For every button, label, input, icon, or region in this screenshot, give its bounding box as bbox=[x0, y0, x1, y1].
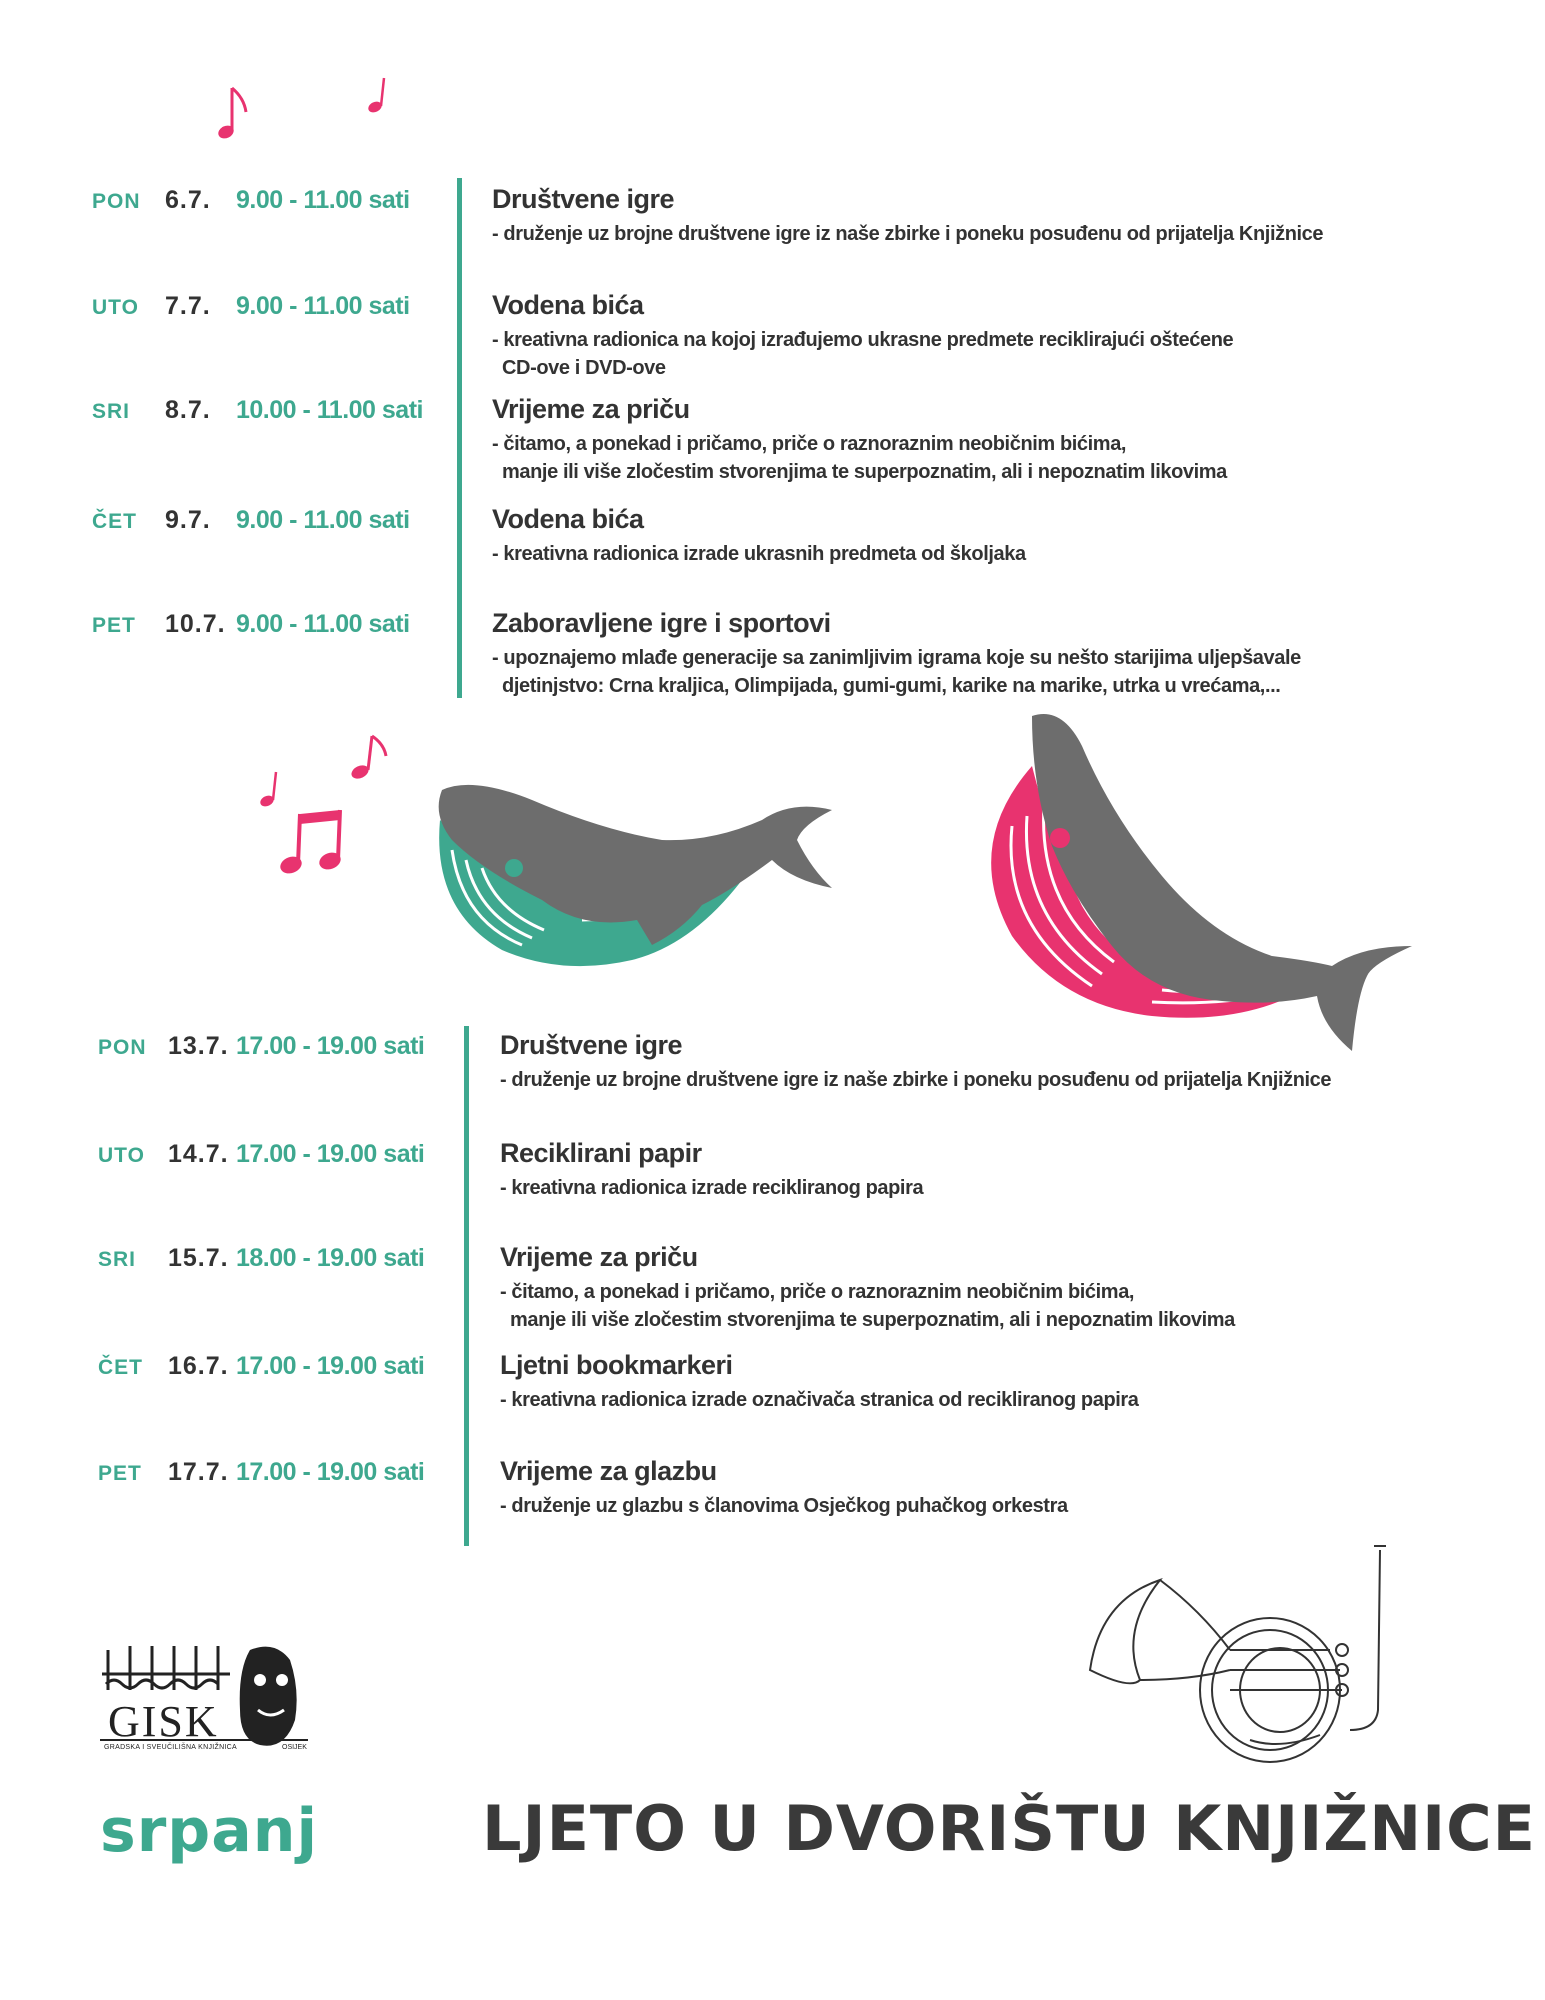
event-description: - kreativna radionica izrade ukrasnih predmeta od školjaka bbox=[492, 543, 1026, 565]
event-title: Reciklirani papir bbox=[500, 1138, 702, 1168]
event-date: 10.7. bbox=[165, 610, 226, 638]
event-day: PET bbox=[98, 1462, 142, 1485]
event-time: 9.00 - 11.00 sati bbox=[236, 186, 410, 214]
event-date: 14.7. bbox=[168, 1140, 229, 1168]
music-note-icon bbox=[218, 86, 258, 146]
french-horn-icon bbox=[1080, 1540, 1420, 1770]
event-title: Zaboravljene igre i sportovi bbox=[492, 608, 831, 638]
music-note-icon bbox=[364, 76, 394, 116]
page-headline: LJETO U DVORIŠTU KNJIŽNICE bbox=[482, 1792, 1537, 1865]
music-note-icon bbox=[344, 732, 394, 782]
event-day: UTO bbox=[92, 296, 139, 319]
event-title: Društvene igre bbox=[492, 184, 675, 214]
music-note-icon bbox=[278, 804, 358, 876]
event-title: Vodena bića bbox=[492, 504, 644, 534]
event-description: manje ili više zločestim stvorenjima te superpoznatim, ali i nepoznatim likovima bbox=[502, 461, 1227, 483]
event-date: 8.7. bbox=[165, 396, 211, 424]
event-day: SRI bbox=[98, 1248, 137, 1271]
week1-divider bbox=[457, 178, 462, 698]
whale-icon bbox=[972, 706, 1422, 1066]
event-description: - kreativna radionica izrade označivača stranica od recikliranog papira bbox=[500, 1389, 1139, 1411]
week2-divider bbox=[464, 1026, 469, 1546]
event-time: 9.00 - 11.00 sati bbox=[236, 610, 410, 638]
event-title: Ljetni bookmarkeri bbox=[500, 1350, 733, 1380]
event-title: Vrijeme za priču bbox=[500, 1242, 698, 1272]
event-description: - druženje uz brojne društvene igre iz naše zbirke i poneku posuđenu od prijatelja Knjižnice bbox=[500, 1069, 1332, 1091]
event-date: 13.7. bbox=[168, 1032, 229, 1060]
event-time: 17.00 - 19.00 sati bbox=[236, 1032, 425, 1060]
event-description: - druženje uz glazbu s članovima Osječkog puhačkog orkestra bbox=[500, 1495, 1068, 1517]
event-date: 16.7. bbox=[168, 1352, 229, 1380]
event-description: - upoznajemo mlađe generacije sa zanimljivim igrama koje su nešto starijima uljepšavale bbox=[492, 647, 1301, 669]
event-day: UTO bbox=[98, 1144, 145, 1167]
logo-subtitle: GRADSKA I SVEUČILIŠNA KNJIŽNICA bbox=[104, 1744, 237, 1751]
event-time: 9.00 - 11.00 sati bbox=[236, 506, 410, 534]
event-description: - kreativna radionica izrade recikliranog papira bbox=[500, 1177, 924, 1199]
event-date: 15.7. bbox=[168, 1244, 229, 1272]
event-date: 7.7. bbox=[165, 292, 211, 320]
event-description: manje ili više zločestim stvorenjima te superpoznatim, ali i nepoznatim likovima bbox=[510, 1309, 1235, 1331]
event-day: ČET bbox=[98, 1356, 143, 1379]
event-day: SRI bbox=[92, 400, 131, 423]
event-description: - druženje uz brojne društvene igre iz naše zbirke i poneku posuđenu od prijatelja Knjižnice bbox=[492, 223, 1324, 245]
event-date: 17.7. bbox=[168, 1458, 229, 1486]
logo-city: OSIJEK bbox=[282, 1744, 307, 1751]
event-day: ČET bbox=[92, 510, 137, 533]
event-date: 9.7. bbox=[165, 506, 211, 534]
event-description: - kreativna radionica na kojoj izrađujemo ukrasne predmete reciklirajući oštećene bbox=[492, 329, 1234, 351]
event-time: 10.00 - 11.00 sati bbox=[236, 396, 423, 424]
event-title: Vodena bića bbox=[492, 290, 644, 320]
event-description: - čitamo, a ponekad i pričamo, priče o raznoraznim neobičnim bićima, bbox=[500, 1281, 1135, 1303]
month-label: srpanj bbox=[100, 1796, 319, 1866]
event-title: Vrijeme za priču bbox=[492, 394, 690, 424]
event-title: Društvene igre bbox=[500, 1030, 683, 1060]
event-day: PON bbox=[98, 1036, 147, 1059]
event-time: 18.00 - 19.00 sati bbox=[236, 1244, 425, 1272]
event-time: 17.00 - 19.00 sati bbox=[236, 1458, 425, 1486]
event-title: Vrijeme za glazbu bbox=[500, 1456, 717, 1486]
event-description: CD-ove i DVD-ove bbox=[502, 357, 666, 379]
event-date: 6.7. bbox=[165, 186, 211, 214]
event-description: - čitamo, a ponekad i pričamo, priče o raznoraznim neobičnim bićima, bbox=[492, 433, 1127, 455]
event-day: PON bbox=[92, 190, 141, 213]
event-description: djetinjstvo: Crna kraljica, Olimpijada, gumi-gumi, karike na marike, utrka u vrećama,... bbox=[502, 675, 1281, 697]
whale-icon bbox=[432, 780, 852, 980]
event-time: 9.00 - 11.00 sati bbox=[236, 292, 410, 320]
event-time: 17.00 - 19.00 sati bbox=[236, 1352, 425, 1380]
event-day: PET bbox=[92, 614, 136, 637]
event-time: 17.00 - 19.00 sati bbox=[236, 1140, 425, 1168]
logo-name: GISK bbox=[108, 1697, 219, 1746]
